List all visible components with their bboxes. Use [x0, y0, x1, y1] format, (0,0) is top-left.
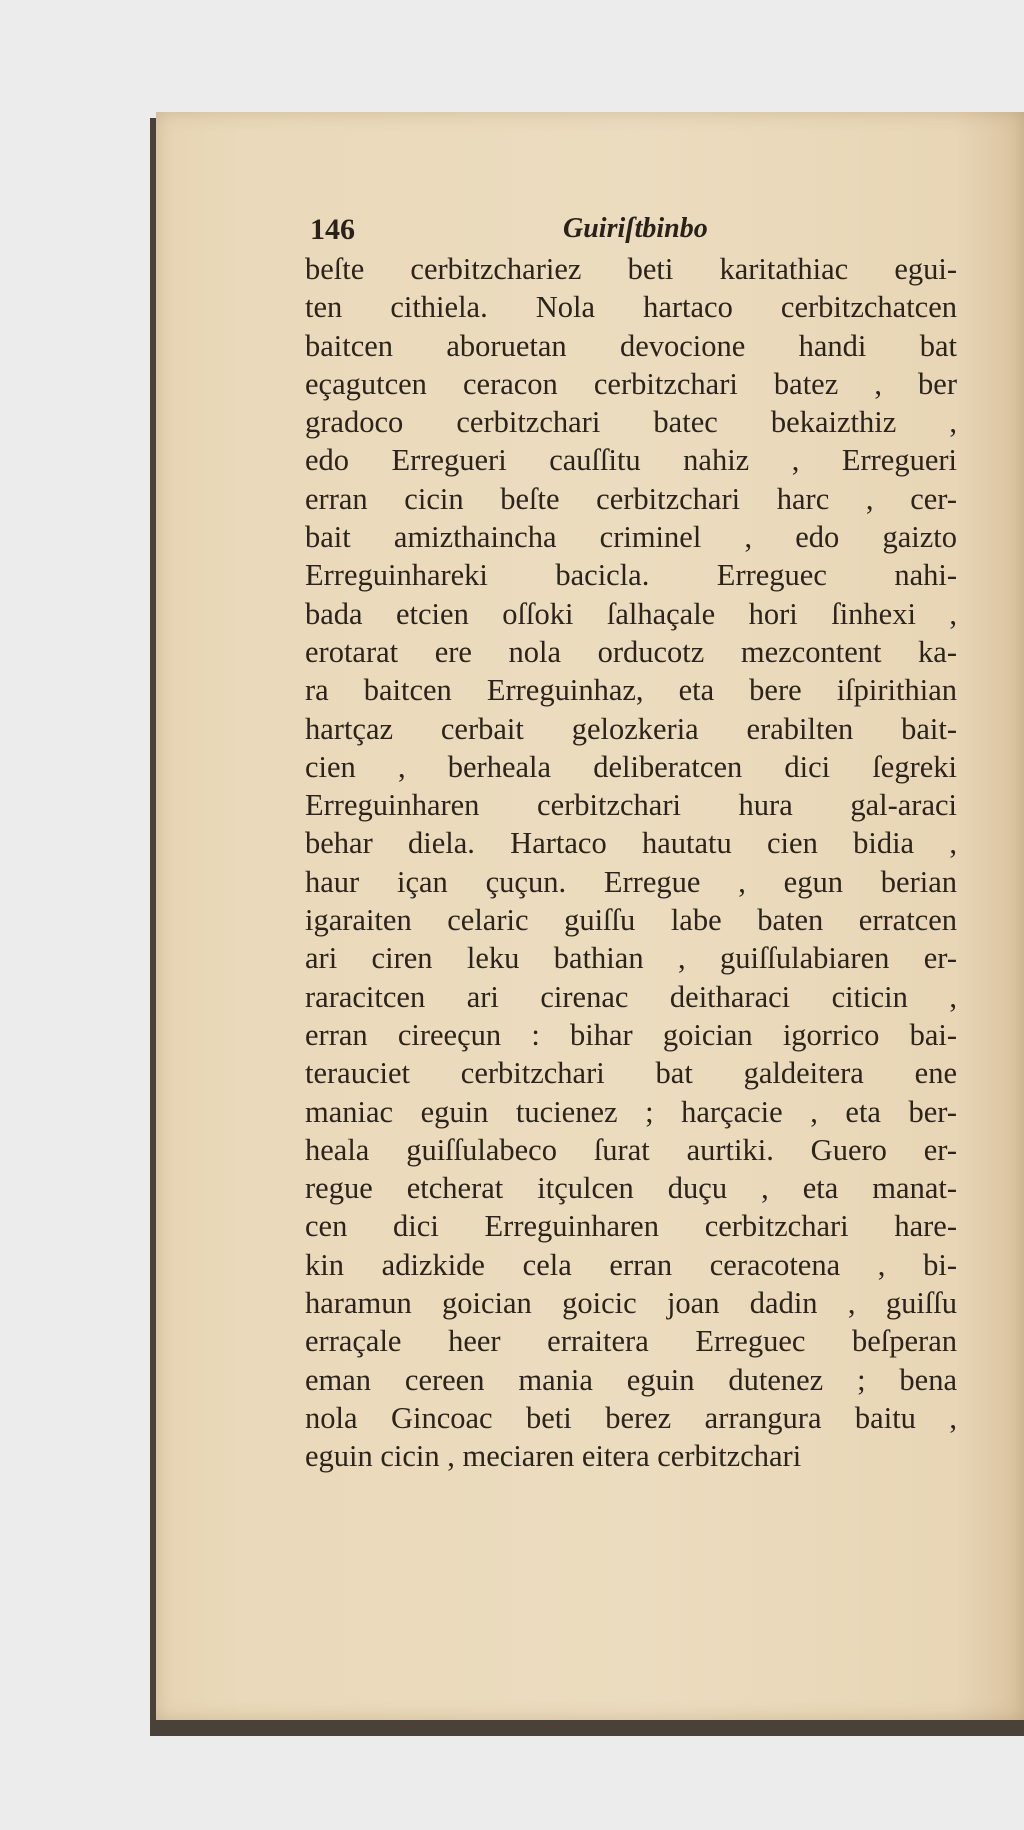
- text-line: gradoco cerbitzchari batec bekaizthiz ,: [305, 405, 957, 440]
- body-text: [305, 250, 957, 1476]
- text-line: cen dici Erreguinharen cerbitzchari hare-: [305, 1209, 957, 1244]
- text-line: ten cithiela. Nola hartaco cerbitzchatcen: [305, 290, 957, 325]
- text-line: baitcen aboruetan devocione handi bat: [305, 328, 957, 363]
- page-header: [310, 213, 830, 249]
- text-line: regue etcherat itçulcen duçu , eta manat-: [305, 1171, 957, 1206]
- text-line: cien , berheala deliberatcen dici ſegreki: [305, 749, 957, 784]
- text-line: heala guiſſulabeco ſurat aurtiki. Guero er-: [305, 1132, 957, 1167]
- text-line: terauciet cerbitzchari bat galdeitera ene: [305, 1056, 957, 1091]
- running-head: Guiriſtbinbo: [563, 213, 708, 244]
- text-line: Erreguinhareki bacicla. Erreguec nahi-: [305, 558, 957, 593]
- text-line: eman cereen mania eguin dutenez ; bena: [305, 1362, 957, 1397]
- text-line: erran cireeçun : bihar goician igorrico bai-: [305, 1017, 957, 1052]
- text-line: igaraiten celaric guiſſu labe baten erratcen: [305, 903, 957, 938]
- text-line: erran cicin beſte cerbitzchari harc , cer-: [305, 481, 957, 516]
- text-line: beſte cerbitzchariez beti karitathiac egui-: [305, 252, 957, 286]
- text-line: kin adizkide cela erran ceracotena , bi-: [305, 1247, 957, 1282]
- text-line: Erreguinharen cerbitzchari hura gal-araci: [305, 788, 957, 823]
- text-line: haramun goician goicic joan dadin , guiſſu: [305, 1286, 957, 1321]
- page-number: 146: [310, 213, 355, 246]
- text-line: behar diela. Hartaco hautatu cien bidia ,: [305, 826, 957, 861]
- text-line: erraçale heer erraitera Erreguec beſperan: [305, 1324, 957, 1359]
- text-line: haur içan çuçun. Erregue , egun berian: [305, 864, 957, 899]
- text-line: erotarat ere nola orducotz mezcontent ka-: [305, 634, 957, 669]
- text-line: raracitcen ari cirenac deitharaci citicin ,: [305, 979, 957, 1014]
- text-line: bait amizthaincha criminel , edo gaizto: [305, 520, 957, 555]
- text-line: ari ciren leku bathian , guiſſulabiaren er-: [305, 941, 957, 976]
- text-line: edo Erregueri cauſſitu nahiz , Erregueri: [305, 443, 957, 478]
- text-line: hartçaz cerbait gelozkeria erabilten bait-: [305, 711, 957, 746]
- text-line: bada etcien oſſoki ſalhaçale hori ſinhexi ,: [305, 596, 957, 631]
- text-line: nola Gincoac beti berez arrangura baitu ,: [305, 1400, 957, 1435]
- text-line: maniac eguin tucienez ; harçacie , eta ber-: [305, 1094, 957, 1129]
- text-line: eçagutcen ceracon cerbitzchari batez , ber: [305, 366, 957, 401]
- text-line: eguin cicin , meciaren eitera cerbitzchari: [305, 1439, 802, 1474]
- text-line: ra baitcen Erreguinhaz, eta bere iſpirithian: [305, 673, 957, 708]
